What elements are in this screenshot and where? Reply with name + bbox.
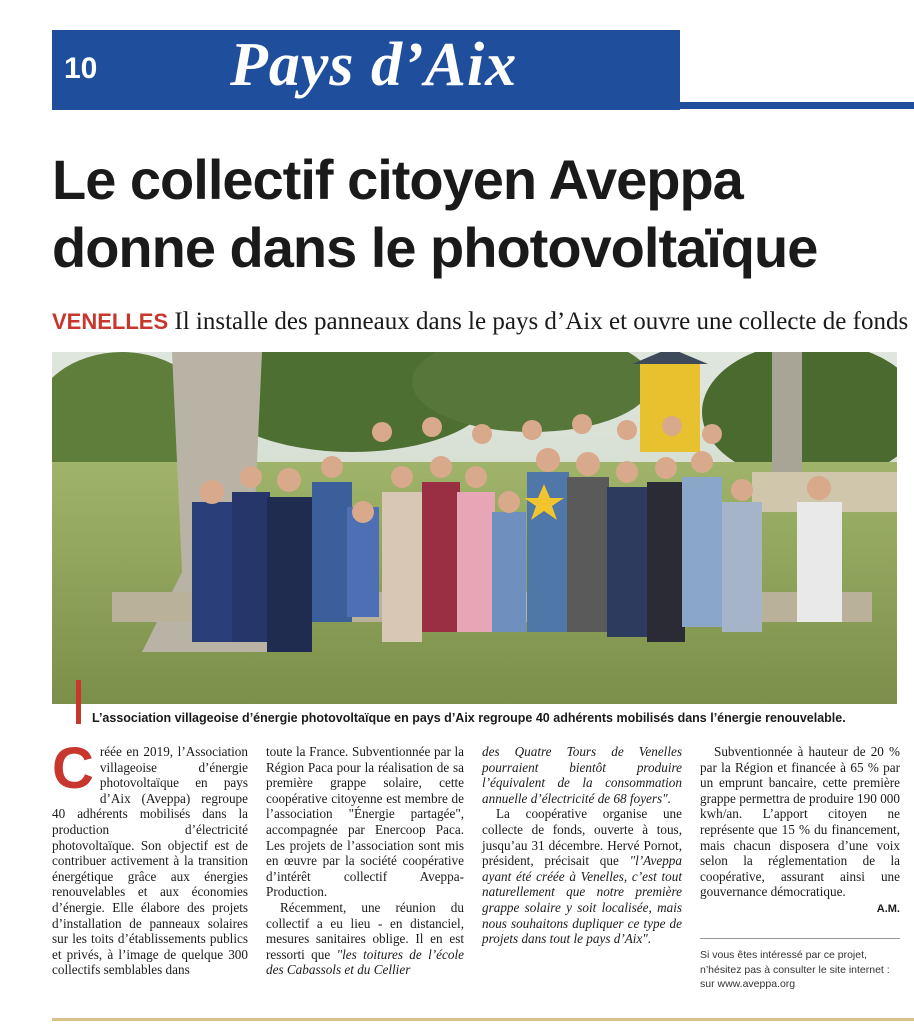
photo-caption: L’association villageoise d’énergie photovoltaïque en pays d’Aix regroupe 40 adhérents mobilisés dans l’énergie renouvelable. bbox=[92, 711, 846, 725]
column-4-paragraph: Subventionnée à hauteur de 20 % par la Région et financée à 65 % par un emprunt bancaire, cette première grappe permettra de produire 190 000 kwh/an. L’apport citoyen ne représente que 15 % du financement, mais chacun disposera d’une voix selon la réglementation de la coopérative, assurant ainsi une gouvernance démocratique. bbox=[700, 744, 900, 900]
author-signature: A.M. bbox=[876, 902, 900, 915]
info-divider bbox=[700, 938, 900, 939]
bottom-rule bbox=[52, 1018, 914, 1021]
deck-place-label: VENELLES bbox=[52, 309, 169, 334]
page-number: 10 bbox=[64, 52, 98, 85]
article-column-1 bbox=[52, 736, 248, 978]
column-3-text: La coopérative organise une collecte de fonds, ouverte à tous, jusqu’au 31 décembre. Hervé Pornot, président, précisait que bbox=[482, 806, 682, 869]
article-column-4 bbox=[700, 744, 900, 918]
column-2-quote: "les toitures de l’école des Cabassols et du Cellier bbox=[266, 946, 464, 978]
column-2-text: Récemment, une réunion du collectif a eu lieu - en distanciel, mesures sanitaires oblige. Il en est ressorti que bbox=[266, 899, 464, 962]
header-rule bbox=[680, 102, 914, 109]
headline: Le collectif citoyen Aveppa donne dans le photovoltaïque bbox=[52, 148, 818, 279]
article-column-3 bbox=[482, 744, 682, 947]
column-2-paragraph-1: toute la France. Subventionnée par la Région Paca pour la réalisation de sa première grappe solaire, cette coopérative citoyenne est membre de l’association "Énergie partagée", accompagnée par Enercoop Paca. Les projets de l’association sont mis en œuvre par la société coopérative d’intérêt collectif Aveppa-Production. bbox=[266, 744, 464, 900]
group-photo bbox=[52, 352, 897, 704]
column-3-quote-continued: des Quatre Tours de Venelles pourraient bientôt produire l’équivalent de la consommation annuelle d’électricité de 68 foyers". bbox=[482, 744, 682, 806]
column-3-paragraph-2 bbox=[482, 806, 682, 946]
section-title: Pays d’Aix bbox=[230, 31, 518, 99]
column-2-paragraph-2 bbox=[266, 900, 464, 978]
caption-accent-bar bbox=[76, 680, 81, 724]
article-column-2 bbox=[266, 744, 464, 978]
column-3-quote: "l’Aveppa ayant été créée à Venelles, c’est tout naturellement que notre première grappe solaire y soit localisée, mais nous souhaitons dupliquer ce type de projets dans tout le pays d’Aix". bbox=[482, 853, 682, 947]
deck bbox=[52, 308, 912, 336]
drop-cap: C bbox=[52, 736, 94, 801]
deck-text: Il installe des panneaux dans le pays d’Aix et ouvre une collecte de fonds bbox=[168, 308, 909, 335]
info-box: Si vous êtes intéressé par ce projet, n’hésitez pas à consulter le site internet : sur www.aveppa.org bbox=[700, 949, 890, 990]
column-1-text: réée en 2019, l’Association villageoise d’énergie photovoltaïque en pays d’Aix (Aveppa) regroupe 40 adhérents mobilisés dans la production d’électricité photovoltaïque. Son objectif est de contribuer activement à la transition énergétique grâce aux énergies renouvelables et aux économies d’énergie. Elle élabore des projets d’installation de panneaux solaires sur les toits d’établissements publics et privés, à l’image de quelque 300 collectifs semblables dans bbox=[52, 744, 248, 978]
group-photo-illustration bbox=[52, 352, 897, 704]
